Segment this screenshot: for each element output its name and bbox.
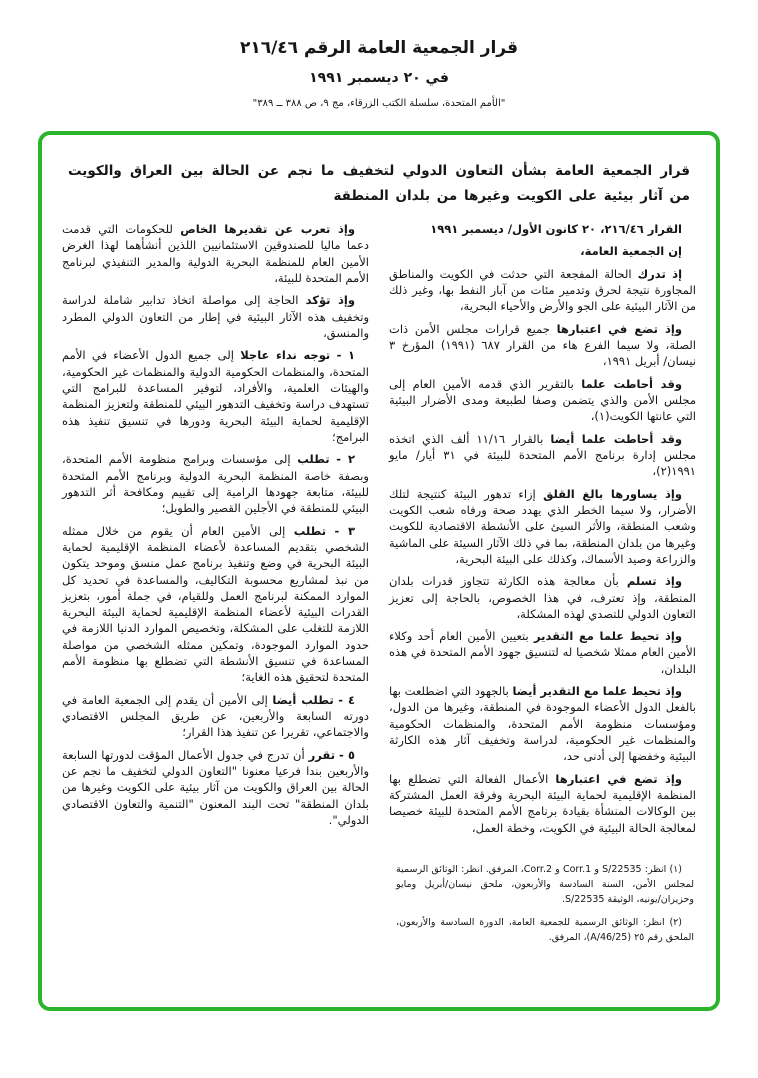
preamble-paragraph <box>62 221 369 286</box>
footnote <box>396 915 694 945</box>
paragraph-lead: تقرر <box>308 747 336 762</box>
paragraph-lead: وإذ تضع في اعتبارها <box>556 321 682 336</box>
column-left <box>62 221 369 834</box>
two-column-layout <box>62 221 696 842</box>
preamble-paragraph <box>389 628 696 677</box>
paragraph-text: إزاء تدهور البيئة كنتيجة لتلك الأضرار، ولا سيما الخطر الذي يهدد صحة ورفاه شعب الكويت وشعب المنطقة، والأثر السيئ على الأنشطة الاقتصادية للكويت وغيرها من بلدان المنطقة، بما في ذلك الآثار السيئة على الماشية والزراعة وصيد الأسماك، وكذلك على البيئة البحرية، <box>389 486 696 566</box>
operative-paragraph <box>62 347 369 445</box>
paragraph-text: إلى جميع الدول الأعضاء في الأمم المتحدة، والمنظمات الحكومية الدولية والمنظمات غير الحكومية، والهيئات العلمية، والأفراد، لتوفير المساعدة للبرامج التي تستهدف دراسة وتخفيف التدهور البيئي للمنطقة ولتعزيز المنظمة الإقليمية لحماية البيئة البحرية ودورها في تنسيق تنفيذ هذه البرامج؛ <box>62 348 369 444</box>
paragraph-number: ٢ - <box>336 452 356 467</box>
preamble-paragraph <box>389 573 696 622</box>
paragraph-lead: وإذ تعرب عن تقديرها الخاص <box>180 221 355 236</box>
footnotes-section <box>396 862 694 945</box>
doc-source: "الأمم المتحدة، سلسلة الكتب الزرقاء، مج ٩، ص ٣٨٨ ــ ٣٨٩" <box>252 98 506 109</box>
paragraph-lead: تطلب <box>293 523 327 538</box>
paragraph-lead: إن الجمعية العامة، <box>580 244 682 259</box>
document-header <box>0 38 758 109</box>
paragraph-number: ٥ - <box>338 747 356 762</box>
paragraph-lead: تطلب أيضا <box>272 692 334 707</box>
paragraph-text: إلى الأمين العام أن يقوم من خلال ممثله الشخصي بتقديم المساعدة لأعضاء المنظمة الإقليمية لحماية البيئة البحرية في وضع وتنفيذ برنامج عمل منسق وموحد يتكون من نبذ لمشاريع محسوبة التكاليف، والمساعدة في تحديد كل الموارد الممكنة لبرنامج العمل وللقيام، في جملة أمور، بتعزيز القدرات البيئية لأعضاء المنظمة الإقليمية لحماية البيئة البحرية اللازمة للتغلب على المشكلة، وتخصيص الموارد الدنيا اللازمة في حدود الموارد الموجودة، وتمكين ممثله الشخصي من مواصلة المساعدة في تنسيق الأنشطة التي تضطلع بها منظومة الأمم المتحدة لتحقيق هذه الغاية؛ <box>62 523 369 685</box>
paragraph-text: للحكومات التي قدمت دعما ماليا للصندوقين الاستئمانيين اللذين أنشأهما لهذا الغرض الأمين العام للمنظمة البحرية الدولية والمدير التنفيذي لبرنامج الأمم المتحدة للبيئة، <box>62 221 369 285</box>
preamble-paragraph <box>389 683 696 765</box>
footnote-marker: (٢) <box>669 916 682 928</box>
operative-paragraph <box>62 747 369 829</box>
preamble-paragraph <box>389 243 696 259</box>
operative-paragraph <box>62 523 369 686</box>
operative-paragraph <box>62 451 369 516</box>
footnote-marker: (١) <box>669 864 682 876</box>
paragraph-text: بالقرار ١١/١٦ ألف الذي اتخذه مجلس إدارة برنامج الأمم المتحدة للبيئة في ٣١ أيار/ مايو ١٩٩١(٢)، <box>389 431 697 479</box>
doc-title: قرار الجمعية العامة الرقم ٢١٦/٤٦ <box>239 38 519 58</box>
paragraph-number: ٤ - <box>338 692 356 707</box>
preamble-paragraph <box>62 292 369 341</box>
resolution-number-line: القرار ٢١٦/٤٦، ٢٠ كانون الأول/ ديسمبر ١٩٩١ <box>430 221 682 236</box>
paragraph-lead: وإذ تؤكد <box>305 293 356 308</box>
paragraph-text: أن تدرج في جدول الأعمال المؤقت لدورتها السابعة والأربعين بندا فرعيا معنونا "التعاون الدولي لتخفيف ما نجم عن الحالة بين العراق والكويت من آثار بيئية على الكويت وغيرها من بلدان المنطقة" تحت البند المعنون "التنمية والتعاون الاقتصادي الدولي". <box>62 747 369 828</box>
paragraph-text: بأن معالجة هذه الكارثة تتجاوز قدرات بلدان المنطقة، وإذ تعترف، في هذا الخصوص، بالحاجة إلى تعزيز التعاون الدولي للتصدي لهذه المشكلة، <box>389 574 696 621</box>
paragraph-text: الحاجة إلى مواصلة اتخاذ تدابير شاملة لدراسة وتخفيف هذه الآثار البيئية في إطار من التعاون الدولي المطرد والمنسق، <box>62 293 369 340</box>
preamble-paragraph <box>389 321 696 370</box>
paragraph-lead: وقد أحاطت علما أيضا <box>550 431 683 446</box>
footnote-text: انظر: الوثائق الرسمية للجمعية العامة، الدورة السادسة والأربعون، الملحق رقم ٢٥ (A/46/25)، المرفق. <box>396 916 694 943</box>
paragraph-lead: وإذ تحيط علما مع التقدير <box>533 629 682 644</box>
paragraph-text: إلى مؤسسات وبرامج منظومة الأمم المتحدة، وبصفة خاصة المنظمة البحرية الدولية وبرنامج الأمم المتحدة للبيئة، متابعة جهودها الرامية إلى تقييم ومكافحة أثر التدهور البيئي للمنطقة في الأجلين القصير والطويل؛ <box>62 452 369 516</box>
paragraph-lead: وإذ تسلم <box>626 574 682 589</box>
resolution-heading: قرار الجمعية العامة بشأن التعاون الدولي لتخفيف ما نجم عن الحالة بين العراق والكويت من آثار بيئية على الكويت وغيرها من بلدان المنطقة <box>68 163 690 204</box>
preamble-paragraph <box>389 431 696 480</box>
paragraph-lead: توجه نداء عاجلا <box>240 348 331 363</box>
preamble-paragraph <box>389 376 696 425</box>
paragraph-text: جميع قرارات مجلس الأمن ذات الصلة، ولا سيما الفرع هاء من القرار ٦٨٧ (١٩٩١) المؤرخ ٣ نيسان/ أبريل ١٩٩١، <box>389 321 696 369</box>
paragraph-lead: وإذ تضع في اعتبارها <box>555 771 682 786</box>
paragraph-number: ٣ - <box>334 523 356 538</box>
paragraph-text: بتعيين الأمين العام أحد وكلاء الأمين العام ممثلا شخصيا له لتنسيق جهود الأمم المتحدة في هذه البلدان، <box>389 629 696 676</box>
footnote <box>396 862 694 908</box>
paragraph-text: بالجهود التي اضطلعت بها بالفعل الدول الأعضاء الموجودة في المنطقة، وغيرها من الدول، ومؤسسات منظومة الأمم المتحدة، والمنظمات الحكومية والمنظمات غير الحكومية، لدراسة وتخفيف آثار هذه الكارثة البيئية وخفضها إلى أدنى حد، <box>389 684 696 764</box>
doc-date: في ٢٠ ديسمبر ١٩٩١ <box>309 70 449 86</box>
paragraph-text: بالتقرير الذي قدمه الأمين العام إلى مجلس الأمن والذي يتضمن وصفا لطبيعة ومدى الأضرار البيئية التي عانتها الكويت(١)، <box>389 376 696 424</box>
paragraph-lead: وقد أحاطت علما <box>581 376 682 391</box>
paragraph-lead: تطلب <box>297 452 330 467</box>
paragraph-lead: وإذ تحيط علما مع التقدير أيضا <box>512 684 682 699</box>
operative-paragraph <box>62 692 369 741</box>
paragraph-lead: إذ تدرك <box>637 266 683 281</box>
resolution-box <box>38 131 720 1011</box>
footnote-text: انظر: S/22535 و Corr.1 و Corr.2، المرفق. انظر: الوثائق الرسمية لمجلس الأمن، السنة السادسة والأربعون، ملحق نيسان/أبريل ومايو وحزيران/يونيه، الوثيقة S/22535. <box>396 864 694 906</box>
paragraph-text: الحالة المفجعة التي حدثت في الكويت والمناطق المجاورة نتيجة لحرق وتدمير مئات من آبار النفط بها، وغير ذلك من الآثار البيئية على الجو والأرض والأحياء البحرية، <box>389 266 696 314</box>
paragraph-text: الأعمال الفعالة التي تضطلع بها المنظمة الإقليمية لحماية البيئة البحرية وفرقة العمل المشتركة بين الوكالات المنشأة بقيادة برنامج الأمم المتحدة للبيئة خصيصا لمعالجة الحالة البيئية في الكويت، وخطة العمل، <box>389 771 696 835</box>
preamble-paragraph <box>389 486 696 568</box>
paragraph-number: ١ - <box>336 348 356 363</box>
paragraph-text: إلى الأمين أن يقدم إلى الجمعية العامة في دورته السابعة والأربعين، عن طريق المجلس الاقتصادي والاجتماعي، تقريرا عن تنفيذ هذا القرار؛ <box>62 692 369 740</box>
column-right <box>389 221 696 842</box>
paragraph-lead: وإذ يساورها بالغ القلق <box>543 486 683 501</box>
preamble-paragraph <box>389 266 696 315</box>
preamble-paragraph <box>389 771 696 836</box>
